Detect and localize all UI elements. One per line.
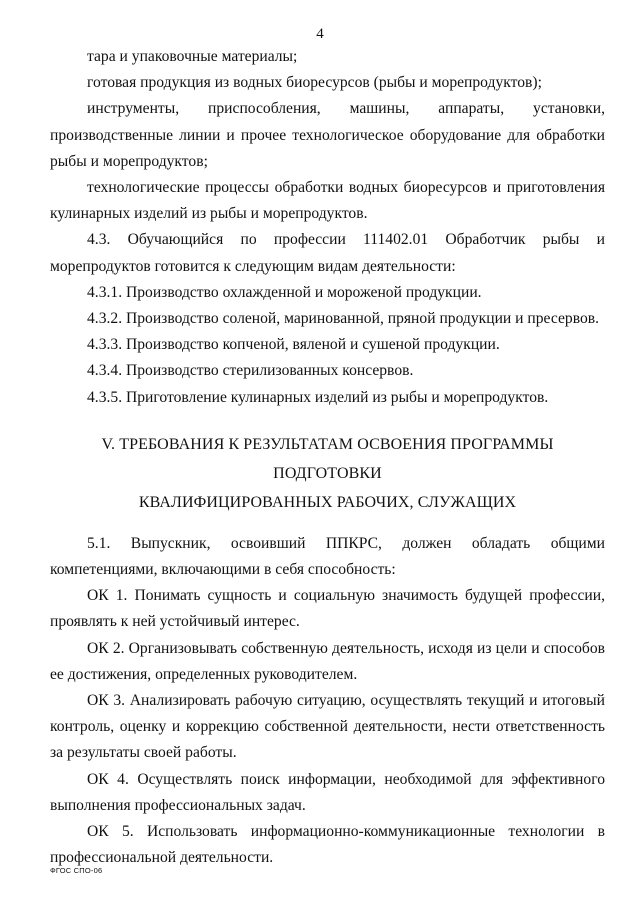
paragraph-ok-3: ОК 3. Анализировать рабочую ситуацию, осуществлять текущий и итоговый контроль, оценку и коррекцию собственной деятельности, нести ответственность за результаты своей работы.	[50, 692, 605, 762]
paragraph-packaging: тара и упаковочные материалы;	[87, 48, 298, 65]
paragraph-4-3-3: 4.3.3. Производство копченой, вяленой и сушеной продукции.	[87, 336, 500, 354]
section-heading	[50, 430, 605, 517]
paragraph-4-3-2: 4.3.2. Производство соленой, маринованной, пряной продукции и пресервов.	[87, 310, 600, 328]
paragraph-4-3-5: 4.3.5. Приготовление кулинарных изделий из рыбы и морепродуктов.	[87, 388, 549, 406]
paragraph-ok-5: ОК 5. Использовать информационно-коммуникационные технологии в профессиональной деятельности.	[50, 823, 605, 867]
paragraph-equipment: инструменты, приспособления, машины, аппараты, установки, производственные линии и прочее технологическое оборудование для обработки рыбы и морепродуктов;	[50, 100, 605, 170]
paragraph-finished-products: готовая продукция из водных биоресурсов (рыбы и морепродуктов);	[87, 74, 542, 92]
footer-code: ФГОС СПО-06	[50, 866, 103, 875]
section-heading-line-1: V. ТРЕБОВАНИЯ К РЕЗУЛЬТАТАМ ОСВОЕНИЯ ПРОГРАММЫ ПОДГОТОВКИ	[101, 435, 554, 482]
paragraph-4-3-4: 4.3.4. Производство стерилизованных консервов.	[87, 362, 414, 380]
paragraph-4-3: 4.3. Обучающийся по профессии 111402.01 Обработчик рыбы и морепродуктов готовится к следующим видам деятельности:	[50, 231, 605, 275]
page-number: 4	[316, 26, 324, 42]
paragraph-ok-2: ОК 2. Организовывать собственную деятельность, исходя из цели и способов ее достижения, определенных руководителем.	[50, 639, 605, 683]
paragraph-ok-1: ОК 1. Понимать сущность и социальную значимость будущей профессии, проявлять к ней устойчивый интерес.	[50, 587, 605, 631]
paragraph-5-1: 5.1. Выпускник, освоивший ППКРС, должен обладать общими компетенциями, включающими в себя способность:	[50, 534, 605, 579]
paragraph-4-3-1: 4.3.1. Производство охлажденной и мороженой продукции.	[87, 283, 482, 301]
paragraph-processes: технологические процессы обработки водных биоресурсов и приготовления кулинарных изделий из рыбы и морепродуктов.	[50, 179, 605, 223]
page-content	[50, 44, 605, 871]
paragraph-ok-4: ОК 4. Осуществлять поиск информации, необходимой для эффективного выполнения профессиональных задач.	[50, 770, 605, 814]
section-heading-line-2: КВАЛИФИЦИРОВАННЫХ РАБОЧИХ, СЛУЖАЩИХ	[138, 493, 517, 511]
